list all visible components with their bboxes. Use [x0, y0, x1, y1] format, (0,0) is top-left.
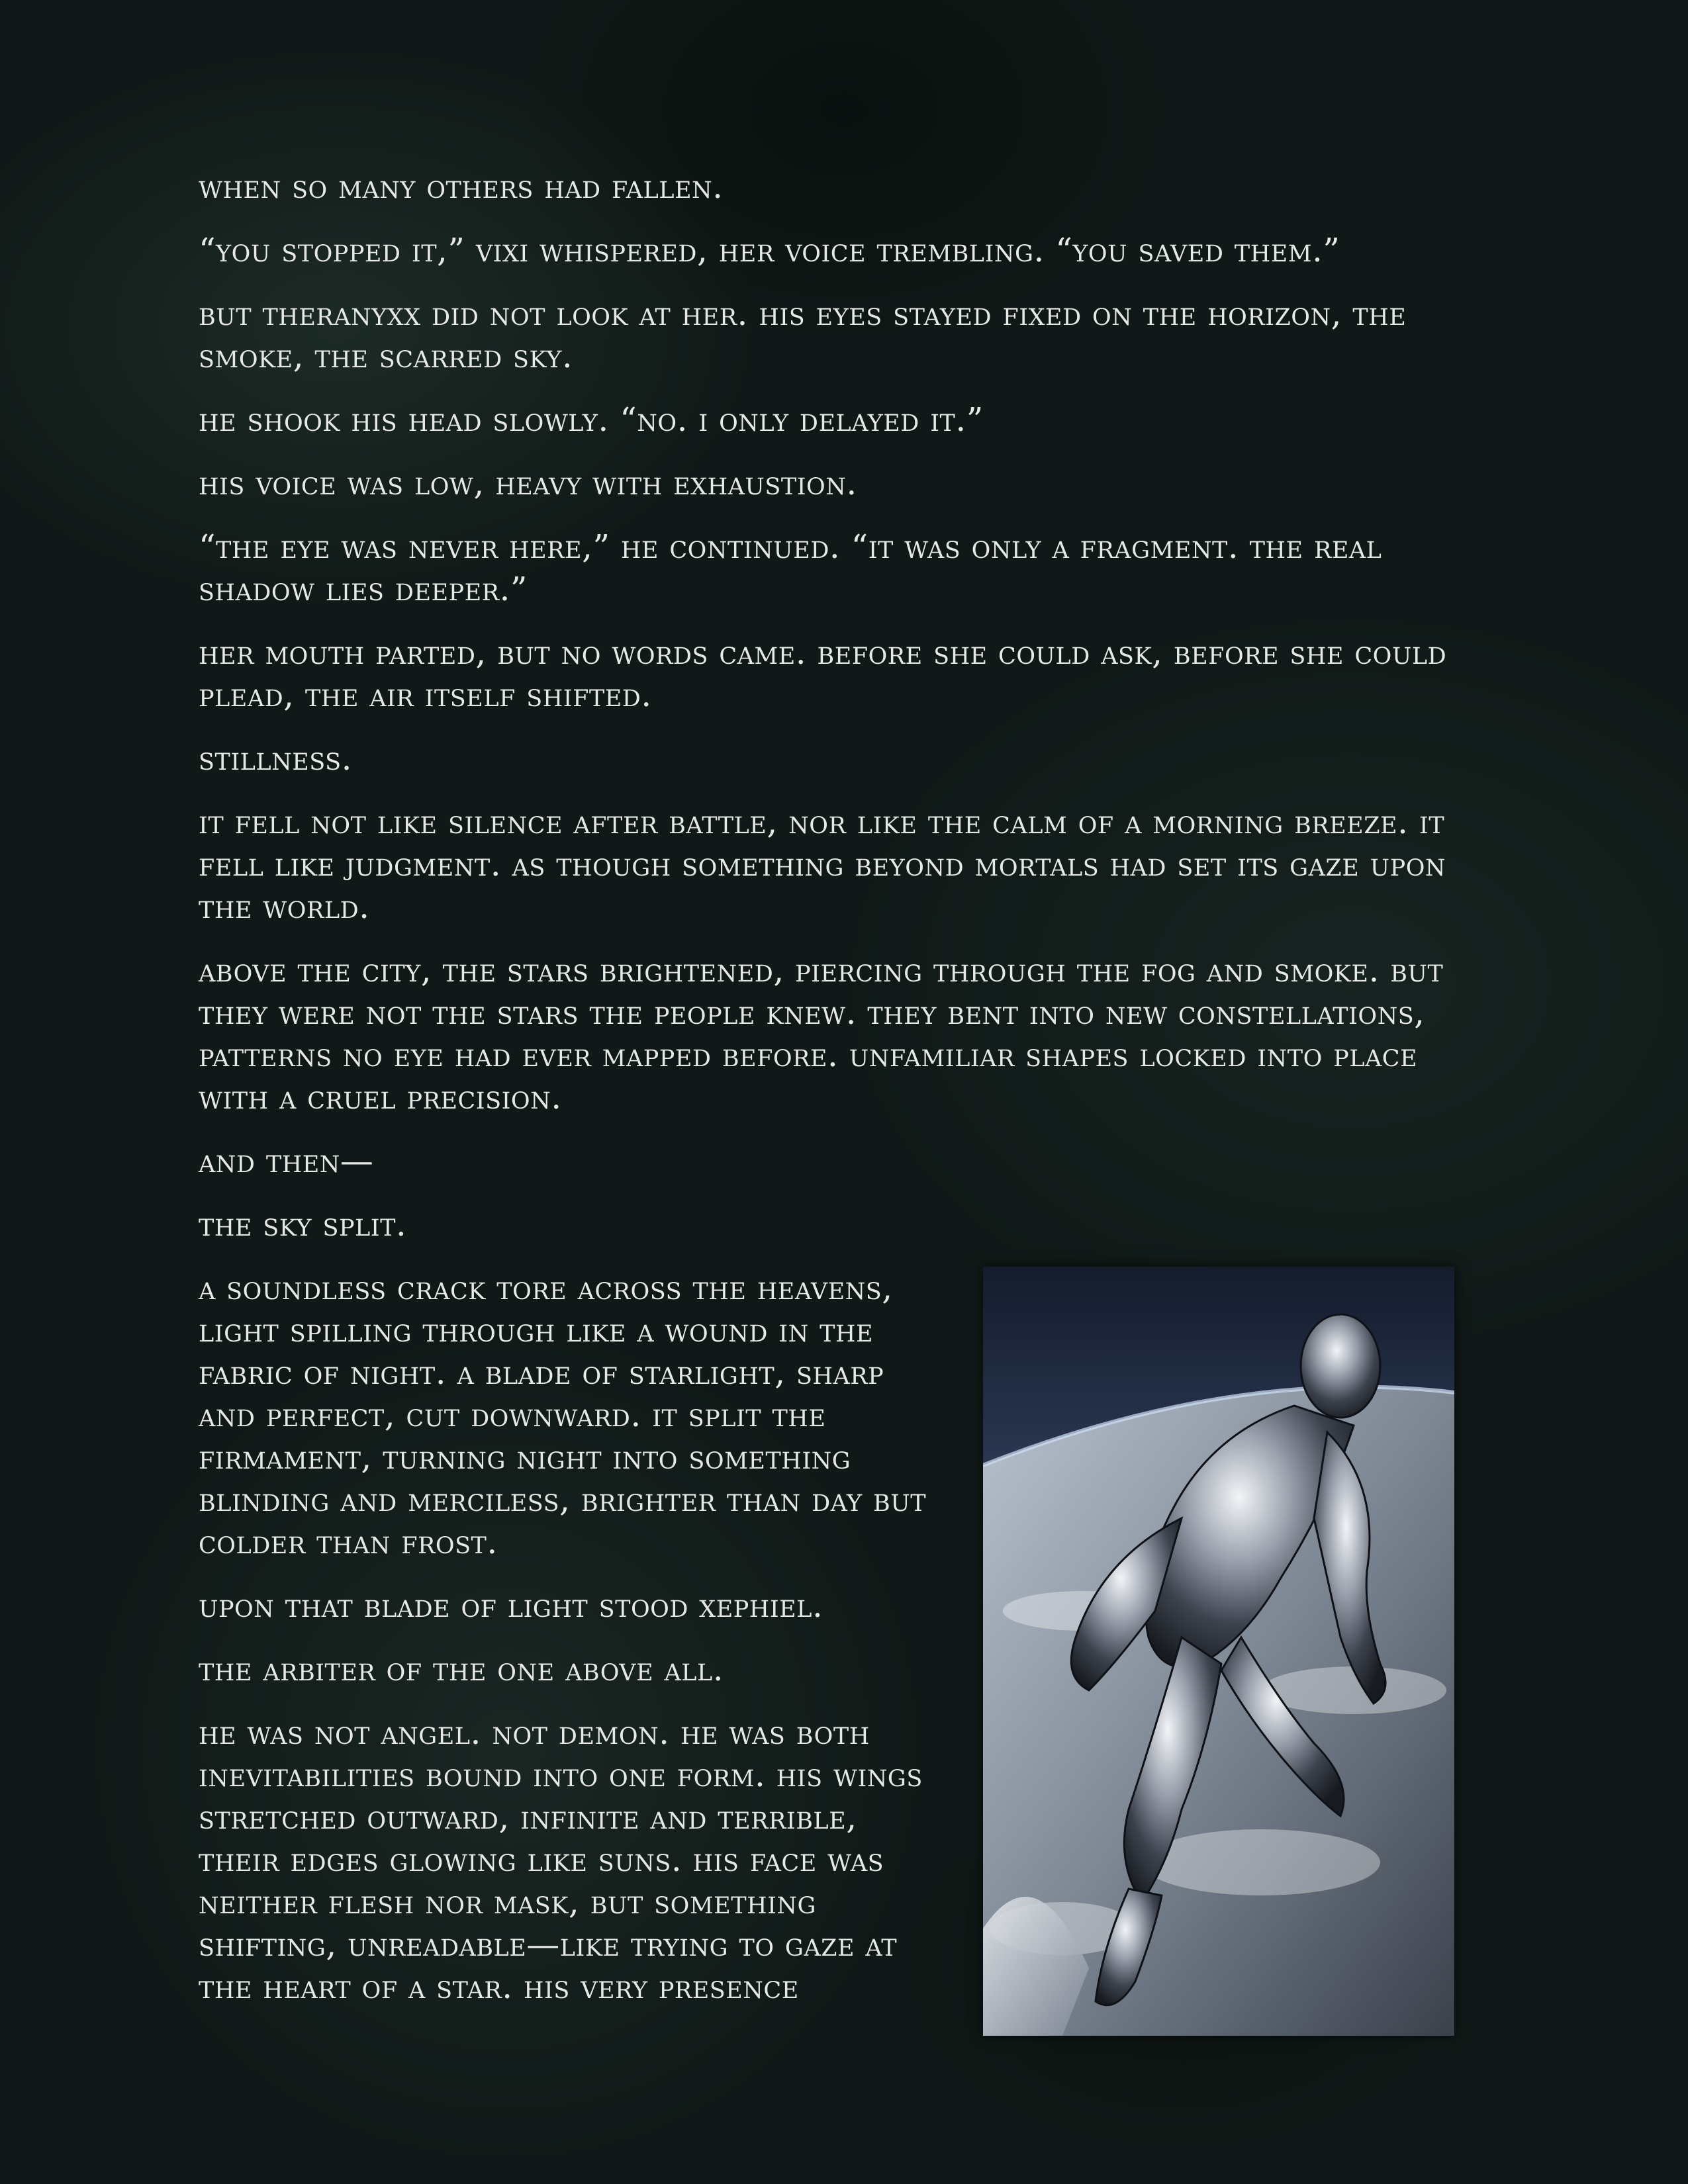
page-body	[199, 165, 1496, 2029]
paragraph: the sky split.	[199, 1205, 407, 1244]
paragraph: when so many others had fallen.	[199, 167, 724, 206]
paragraph: “you stopped it,” vixi whispered, her voice trembling. “you saved them.”	[199, 231, 1340, 269]
illustration-svg	[983, 1267, 1454, 2036]
paragraph: a soundless crack tore across the heavens, light spilling through like a wound in the fabric of night. a blade of starlight, sharp and perfect, cut downward. it split the firmament, turning night into something blinding and merciless, brighter than day but colder than frost.	[199, 1269, 927, 1561]
paragraph: “the eye was never here,” he continued. “it was only a fragment. the real shadow lies deeper.”	[199, 527, 1382, 608]
paragraph: he was not angel. not demon. he was both inevitabilities bound into one form. his wings stretched outward, infinite and terrible, their edges glowing like suns. his face was neither flesh nor mask, but something shifting, unreadable—like trying to gaze at the heart of a star. his very presence	[199, 1713, 923, 2006]
paragraph: the arbiter of the one above all.	[199, 1650, 724, 1688]
paragraph: and then—	[199, 1142, 374, 1180]
paragraph: his voice was low, heavy with exhaustion.	[199, 464, 857, 502]
paragraph: upon that blade of light stood xephiel.	[199, 1586, 823, 1625]
paragraph: her mouth parted, but no words came. before she could ask, before she could plead, the air itself shifted.	[199, 633, 1447, 714]
paragraph: it fell not like silence after battle, nor like the calm of a morning breeze. it fell like judgment. as though something beyond mortals had set its gaze upon the world.	[199, 803, 1446, 926]
illustration-silver-figure	[983, 1267, 1454, 2036]
paragraph: but theranyxx did not look at her. his eyes stayed fixed on the horizon, the smoke, the scarred sky.	[199, 295, 1407, 375]
wrapped-text-column	[199, 1267, 940, 2008]
paragraph: above the city, the stars brightened, piercing through the fog and smoke. but they were not the stars the people knew. they bent into new constellations, patterns no eye had ever mapped before. unfamiliar shapes locked into place with a cruel precision.	[199, 951, 1444, 1116]
paragraph: he shook his head slowly. “no. i only delayed it.”	[199, 400, 984, 439]
text-with-figure	[199, 1267, 1496, 2008]
paragraph: stillness.	[199, 739, 353, 778]
